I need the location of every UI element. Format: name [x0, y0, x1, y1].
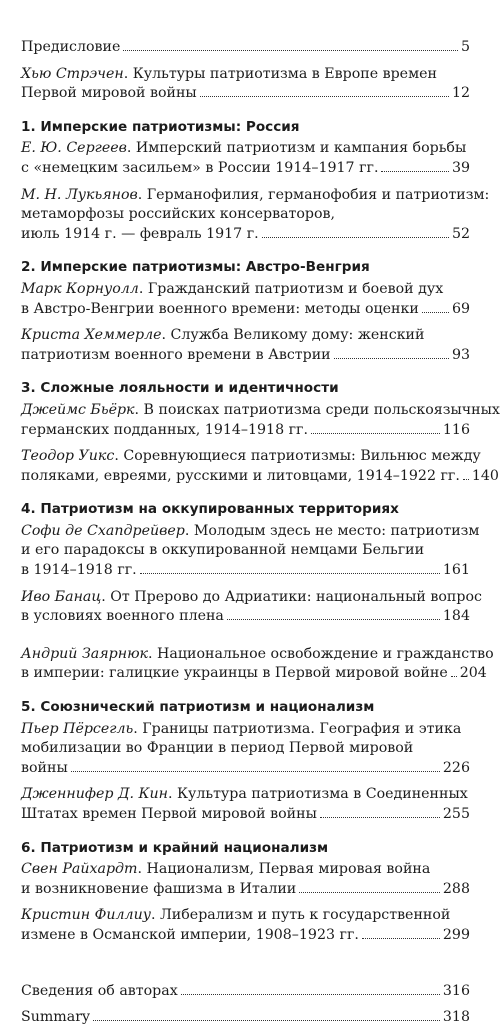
- entry-title: . От Прерово до Адриатики: национальный вопрос: [101, 588, 482, 605]
- toc-entry[interactable]: [21, 139, 470, 178]
- entry-title: Первой мировой войны: [21, 85, 197, 102]
- entry-title: июль 1914 г. — февраль 1917 г.: [21, 225, 259, 242]
- page-number: 5: [460, 39, 470, 55]
- page-number: 255: [442, 806, 470, 822]
- toc-entry-summary[interactable]: [21, 1008, 470, 1028]
- entry-title: . Германофилия, германофобия и патриотизм:: [137, 186, 490, 203]
- section-heading: 6. Патриотизм и крайний национализм: [21, 839, 329, 856]
- toc-entry-intro[interactable]: [21, 65, 470, 104]
- entry-title: войны: [21, 759, 68, 776]
- toc-entry[interactable]: [21, 588, 482, 627]
- page-number: 184: [442, 608, 470, 625]
- toc-entry[interactable]: [21, 447, 499, 486]
- page-number: 69: [451, 300, 470, 317]
- entry-title: поляками, евреями, русскими и литовцами, 1914–1922 гг.: [21, 467, 460, 484]
- toc-entry[interactable]: [21, 401, 500, 440]
- entry-title: мобилизации во Франции в период Первой мировой: [21, 740, 414, 757]
- toc-entry[interactable]: [21, 645, 494, 684]
- entry-title: в империи: галицкие украинцы в Первой мировой войне: [21, 665, 448, 682]
- dot-leader: [334, 358, 449, 359]
- entry-author: Марк Корнуолл: [21, 280, 139, 297]
- entry-title: Штатах времен Первой мировой войны: [21, 806, 317, 822]
- section-heading: 2. Имперские патриотизмы: Австро-Венгрия: [21, 259, 370, 276]
- page-number: 299: [442, 926, 470, 943]
- toc-entry[interactable]: [21, 720, 470, 779]
- entry-title: . Национальное освобождение и гражданство: [148, 645, 494, 662]
- page-number: 316: [442, 982, 470, 999]
- entry-title: в 1914–1918 гг.: [21, 562, 137, 579]
- page-number: 116: [442, 421, 470, 438]
- page-number: 318: [442, 1009, 470, 1026]
- dot-leader: [362, 938, 440, 939]
- entry-title: измене в Османской империи, 1908–1923 гг.: [21, 926, 359, 943]
- section-heading: 5. Союзнический патриотизм и национализм: [21, 699, 375, 716]
- table-of-contents: [21, 38, 500, 1028]
- page-number: 161: [442, 562, 470, 579]
- dot-leader: [262, 237, 449, 238]
- entry-title: Сведения об авторах: [21, 982, 178, 999]
- entry-author: Е. Ю. Сергеев: [21, 140, 127, 157]
- dot-leader: [320, 817, 440, 818]
- entry-title: . Молодым здесь не место: патриотизм: [184, 522, 480, 539]
- toc-entry[interactable]: [21, 860, 470, 899]
- entry-title: в условиях военного плена: [21, 608, 224, 625]
- dot-leader: [140, 573, 440, 574]
- toc-entry-authors[interactable]: [21, 982, 470, 1002]
- entry-author: Хью Стрэчен: [21, 65, 124, 82]
- page-number: 39: [451, 159, 470, 176]
- page-number: 204: [459, 665, 487, 682]
- dot-leader: [71, 771, 440, 772]
- dot-leader: [381, 171, 448, 172]
- page-number: 288: [442, 880, 470, 897]
- entry-title: Summary: [21, 1009, 91, 1026]
- entry-title: и его парадоксы в оккупированной немцами Бельгии: [21, 542, 425, 559]
- entry-author: Пьер Пёрсегль: [21, 720, 134, 737]
- entry-author: Криста Хеммерле: [21, 327, 162, 344]
- entry-title: в Австро-Венгрии военного времени: методы оценки: [21, 300, 419, 317]
- entry-title: германских подданных, 1914–1918 гг.: [21, 421, 308, 438]
- entry-author: Софи де Схапдрейвер: [21, 522, 185, 539]
- entry-author: Теодор Уикс: [21, 448, 115, 465]
- entry-title: патриотизм военного времени в Австрии: [21, 346, 331, 363]
- entry-title: и возникновение фашизма в Италии: [21, 880, 297, 897]
- entry-title: . Служба Великому дому: женский: [161, 327, 425, 344]
- toc-entry[interactable]: [21, 326, 470, 365]
- dot-leader: [422, 312, 449, 313]
- entry-author: Иво Банац: [21, 588, 102, 605]
- dot-leader: [123, 50, 458, 51]
- entry-title: . Соревнующиеся патриотизмы: Вильнюс между: [114, 448, 481, 465]
- toc-entry[interactable]: [21, 785, 470, 824]
- toc-entry[interactable]: [21, 186, 490, 245]
- dot-leader: [311, 433, 440, 434]
- entry-title: . Гражданский патриотизм и боевой дух: [138, 280, 444, 297]
- dot-leader: [93, 1020, 440, 1021]
- entry-title: . Национализм, Первая мировая война: [137, 861, 431, 878]
- entry-author: Андрий Заярнюк: [21, 645, 149, 662]
- entry-title: . Культуры патриотизма в Европе времен: [123, 65, 437, 82]
- entry-author: Кристин Филлиу: [21, 907, 151, 924]
- page-number: 52: [451, 225, 470, 242]
- entry-title: Предисловие: [21, 39, 121, 55]
- page-number: 12: [451, 85, 470, 102]
- section-heading: 1. Имперские патриотизмы: Россия: [21, 118, 300, 135]
- dot-leader: [227, 619, 440, 620]
- entry-author: Дженнифер Д. Кин: [21, 786, 168, 803]
- entry-title: . В поисках патриотизма среди польскоязычных: [134, 401, 500, 418]
- dot-leader: [299, 892, 440, 893]
- section-heading: 4. Патриотизм на оккупированных территориях: [21, 501, 399, 518]
- dot-leader: [463, 479, 469, 480]
- page-number: 226: [442, 759, 470, 776]
- dot-leader: [200, 96, 449, 97]
- toc-entry[interactable]: [21, 906, 470, 945]
- entry-author: Свен Райхардт: [21, 861, 138, 878]
- toc-entry[interactable]: [21, 522, 480, 581]
- entry-title: с «немецким засильем» в России 1914–1917 гг.: [21, 159, 379, 176]
- dot-leader: [181, 994, 440, 995]
- toc-entry[interactable]: [21, 280, 470, 319]
- entry-title: . Культура патриотизма в Соединенных: [168, 786, 468, 803]
- entry-title: . Границы патриотизма. География и этика: [133, 720, 462, 737]
- entry-title: . Либерализм и путь к государственной: [150, 907, 451, 924]
- page-number: 140: [471, 467, 499, 484]
- dot-leader: [451, 676, 457, 677]
- page-number: 93: [451, 346, 470, 363]
- entry-author: М. Н. Лукьянов: [21, 186, 138, 203]
- entry-author: Джеймс Бьёрк: [21, 401, 135, 418]
- section-heading: 3. Сложные лояльности и идентичности: [21, 380, 339, 397]
- entry-title: . Имперский патриотизм и кампания борьбы: [126, 140, 467, 157]
- toc-entry-preface[interactable]: [21, 38, 470, 58]
- entry-title: метаморфозы российских консерваторов,: [21, 206, 336, 223]
